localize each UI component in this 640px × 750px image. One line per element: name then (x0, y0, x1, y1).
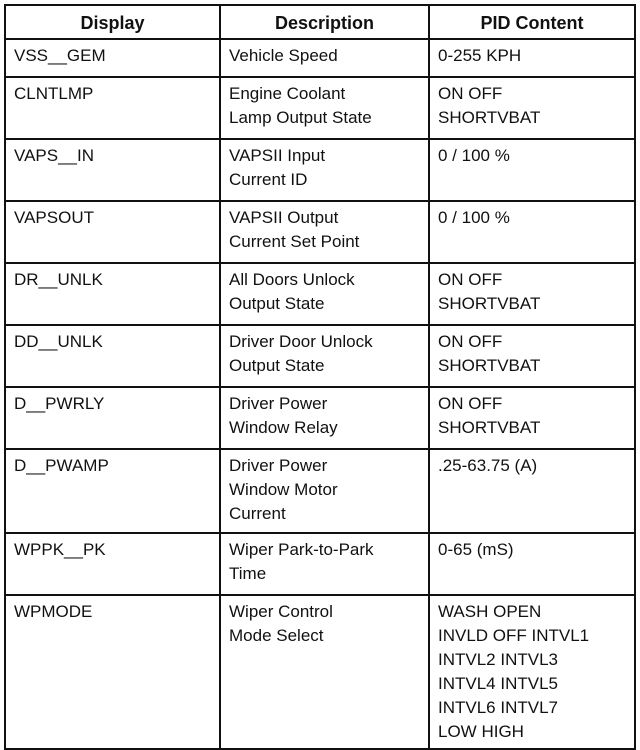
pid-cell (429, 77, 635, 139)
pid-line: SHORTVBAT (438, 418, 541, 437)
table-row (5, 263, 635, 325)
pid-cell (429, 325, 635, 387)
description-line: Driver Door Unlock (229, 332, 373, 351)
description-line: Mode Select (229, 626, 324, 645)
table-row (5, 39, 635, 77)
pid-line: .25-63.75 (A) (438, 456, 538, 475)
pid-line: INTVL6 INTVL7 (438, 698, 558, 717)
table-row (5, 387, 635, 449)
table-row (5, 533, 635, 595)
table-row (5, 449, 635, 533)
pid-cell (429, 387, 635, 449)
pid-line: SHORTVBAT (438, 356, 541, 375)
pid-line: INVLD OFF INTVL1 (438, 626, 590, 645)
description-cell (220, 449, 429, 533)
description-cell (220, 263, 429, 325)
pid-line: ON OFF (438, 332, 503, 351)
pid-line: LOW HIGH (438, 722, 524, 741)
table-row (5, 201, 635, 263)
description-line: Output State (229, 294, 325, 313)
pid-line: ON OFF (438, 84, 503, 103)
pid-cell (429, 39, 635, 77)
description-line: Vehicle Speed (229, 46, 338, 65)
description-line: Window Relay (229, 418, 338, 437)
pid-cell (429, 201, 635, 263)
display-text: VAPS__IN (14, 146, 95, 165)
description-line: Current (229, 504, 286, 523)
description-cell (220, 387, 429, 449)
description-cell (220, 325, 429, 387)
display-cell (5, 139, 220, 201)
header-pid-content: PID Content (429, 5, 635, 39)
description-cell (220, 595, 429, 749)
description-cell (220, 533, 429, 595)
display-text: VAPSOUT (14, 208, 94, 227)
pid-line: INTVL4 INTVL5 (438, 674, 558, 693)
description-line: Lamp Output State (229, 108, 372, 127)
display-cell (5, 201, 220, 263)
table-row (5, 77, 635, 139)
display-text: D__PWRLY (14, 394, 105, 413)
pid-cell (429, 263, 635, 325)
table-row (5, 139, 635, 201)
header-row (5, 5, 635, 39)
pid-cell (429, 533, 635, 595)
pid-line: INTVL2 INTVL3 (438, 650, 558, 669)
pid-line: 0 / 100 % (438, 146, 510, 165)
pid-line: WASH OPEN (438, 602, 542, 621)
pid-line: 0-255 KPH (438, 46, 522, 65)
description-line: Wiper Park-to-Park (229, 540, 374, 559)
description-line: Engine Coolant (229, 84, 346, 103)
display-text: CLNTLMP (14, 84, 94, 103)
pid-cell (429, 449, 635, 533)
description-line: Current Set Point (229, 232, 360, 251)
description-line: VAPSII Input (229, 146, 326, 165)
table-row (5, 325, 635, 387)
description-line: Current ID (229, 170, 308, 189)
description-line: Window Motor (229, 480, 338, 499)
pid-line: ON OFF (438, 270, 503, 289)
description-line: Wiper Control (229, 602, 333, 621)
description-line: All Doors Unlock (229, 270, 355, 289)
display-text: D__PWAMP (14, 456, 109, 475)
description-line: Driver Power (229, 394, 328, 413)
pid-cell (429, 595, 635, 749)
description-cell (220, 39, 429, 77)
display-text: DD__UNLK (14, 332, 103, 351)
pid-table (4, 4, 636, 750)
display-cell (5, 595, 220, 749)
pid-line: SHORTVBAT (438, 108, 541, 127)
display-cell (5, 39, 220, 77)
display-cell (5, 325, 220, 387)
table-row (5, 595, 635, 749)
header-description: Description (220, 5, 429, 39)
pid-line: SHORTVBAT (438, 294, 541, 313)
display-text: WPMODE (14, 602, 93, 621)
pid-line: 0 / 100 % (438, 208, 510, 227)
display-cell (5, 387, 220, 449)
pid-line: ON OFF (438, 394, 503, 413)
description-cell (220, 201, 429, 263)
description-cell (220, 77, 429, 139)
description-line: Output State (229, 356, 325, 375)
description-line: VAPSII Output (229, 208, 339, 227)
pid-line: 0-65 (mS) (438, 540, 514, 559)
display-cell (5, 263, 220, 325)
display-text: DR__UNLK (14, 270, 103, 289)
display-text: WPPK__PK (14, 540, 106, 559)
description-line: Time (229, 564, 267, 583)
description-cell (220, 139, 429, 201)
header-display: Display (5, 5, 220, 39)
pid-cell (429, 139, 635, 201)
description-line: Driver Power (229, 456, 328, 475)
display-cell (5, 77, 220, 139)
display-text: VSS__GEM (14, 46, 106, 65)
display-cell (5, 449, 220, 533)
display-cell (5, 533, 220, 595)
